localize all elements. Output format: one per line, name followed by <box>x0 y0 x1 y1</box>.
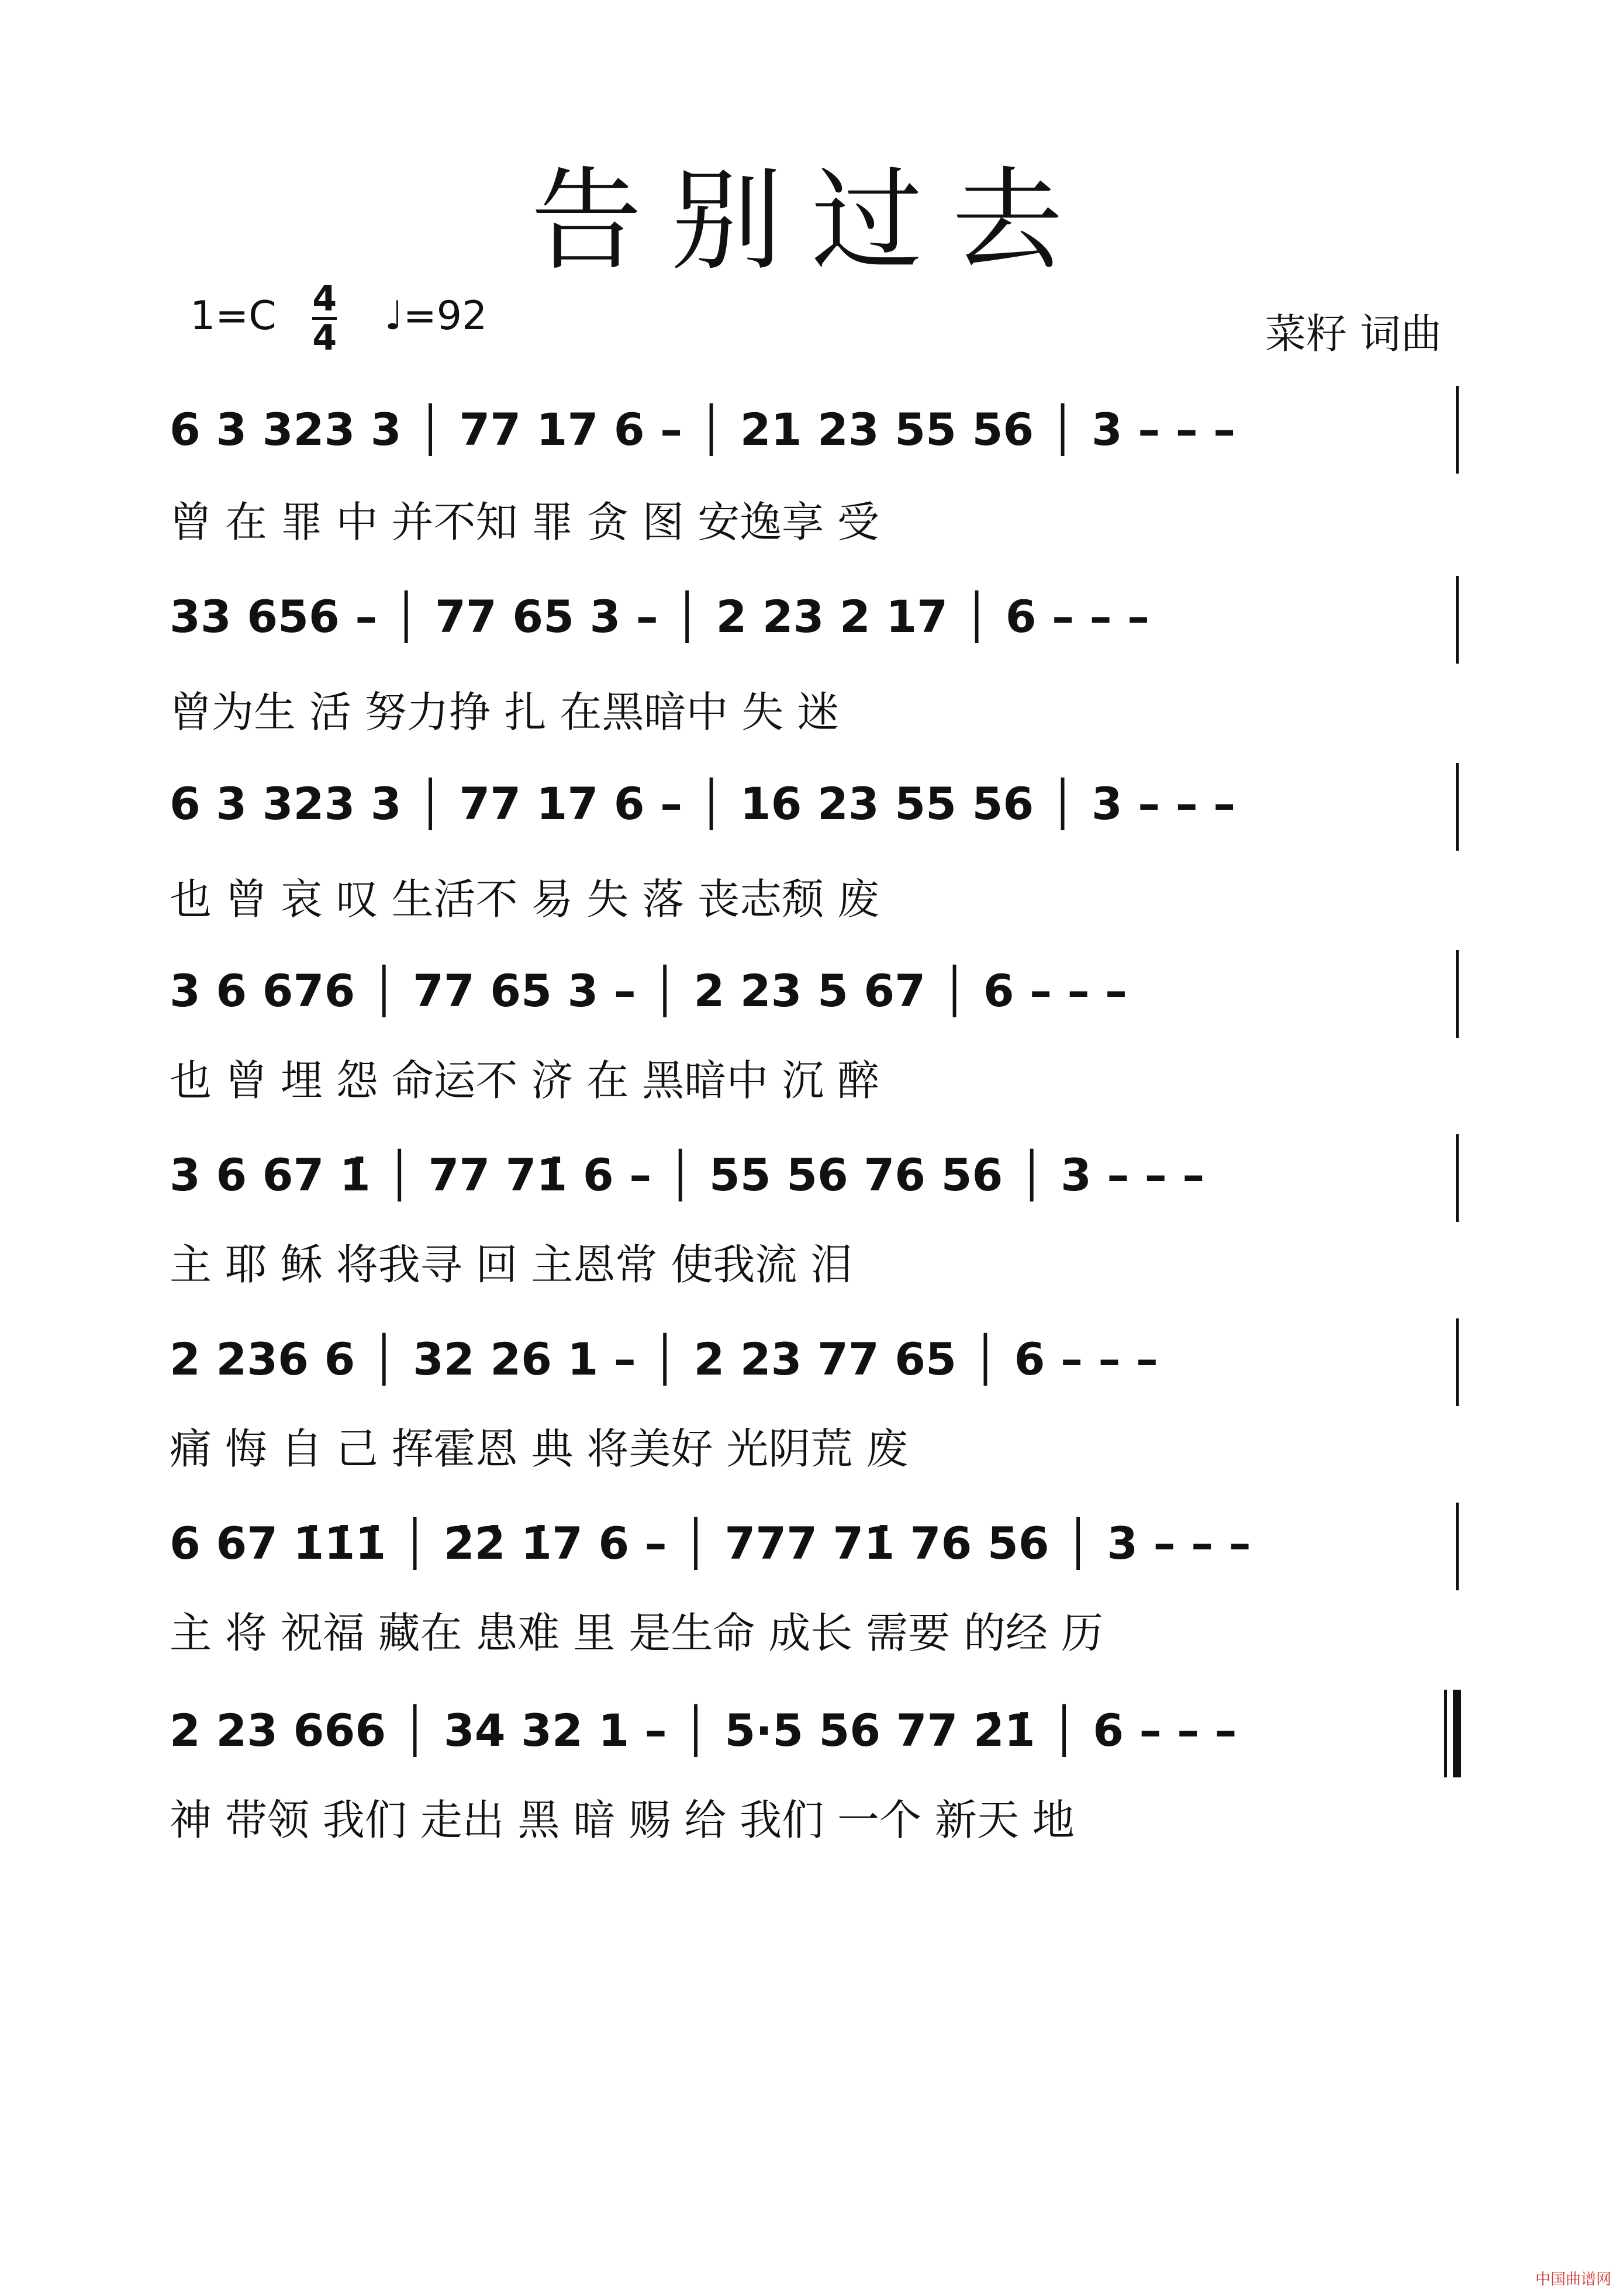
barline <box>1456 1134 1459 1222</box>
final-barline-thick <box>1453 1690 1461 1777</box>
barline <box>1456 763 1459 851</box>
barline <box>1456 576 1459 664</box>
barline <box>1456 1318 1459 1406</box>
lyrics-line-6: 痛 悔 自 己 挥霍恩 典 将美好 光阴荒 废 <box>170 1424 909 1473</box>
notation-line-8: 2 23 666 │ 34 32 1 – │ 5·5 56 77 2̇1̇ │ 6 – – – <box>170 1704 1237 1756</box>
key-signature <box>190 278 488 358</box>
lyrics-line-4: 也 曾 埋 怨 命运不 济 在 黑暗中 沉 醉 <box>170 1056 879 1105</box>
notation-line-2: 33 656 – │ 77 65 3 – │ 2 23 2 17 │ 6 – – – <box>170 591 1150 643</box>
notation-line-4: 3 6 676 │ 77 65 3 – │ 2 23 5 67 │ 6 – – – <box>170 965 1128 1017</box>
lyrics-line-8: 神 带领 我们 走出 黑 暗 赐 给 我们 一个 新天 地 <box>170 1796 1075 1845</box>
credit-label: 菜籽 词曲 <box>1265 310 1442 358</box>
notation-line-7: 6 67 1̇1̇1̇ │ 2̇2̇ 1̇7 6 – │ 777 71̇ 76 56 │ 3 – – – <box>170 1517 1251 1569</box>
watermark: 中国曲谱网 <box>1535 2271 1611 2288</box>
notation-line-3: 6 3 323 3 │ 77 17 6 – │ 16 23 55 56 │ 3 – – – <box>170 778 1236 830</box>
barline <box>1456 386 1459 474</box>
lyrics-line-7: 主 将 祝福 藏在 患难 里 是生命 成长 需要 的经 历 <box>170 1608 1103 1658</box>
lyrics-line-2: 曾为生 活 努力挣 扎 在黑暗中 失 迷 <box>170 688 840 737</box>
barline <box>1456 1503 1459 1590</box>
time-signature: $\frac{4}{4}$ <box>312 278 337 358</box>
notation-line-5: 3 6 67 1̇ │ 77 71̇ 6 – │ 55 56 76 56 │ 3 – – – <box>170 1149 1205 1201</box>
final-barline-thin <box>1444 1690 1447 1777</box>
lyrics-line-3: 也 曾 哀 叹 生活不 易 失 落 丧志颓 废 <box>170 875 879 924</box>
lyrics-line-5: 主 耶 稣 将我寻 回 主恩常 使我流 泪 <box>170 1240 853 1289</box>
notation-line-1: 6 3 323 3 │ 77 17 6 – │ 21 23 55 56 │ 3 – – – <box>170 403 1236 455</box>
tempo-mark: ♩=92 <box>384 293 488 340</box>
notation-line-6: 2 236 6 │ 32 26 1 – │ 2 23 77 65 │ 6 – – – <box>170 1333 1158 1385</box>
lyrics-line-1: 曾 在 罪 中 并不知 罪 贪 图 安逸享 受 <box>170 498 879 547</box>
page-title: 告别过去 <box>530 156 1092 285</box>
key-label: 1=C <box>190 293 277 340</box>
barline <box>1456 950 1459 1038</box>
